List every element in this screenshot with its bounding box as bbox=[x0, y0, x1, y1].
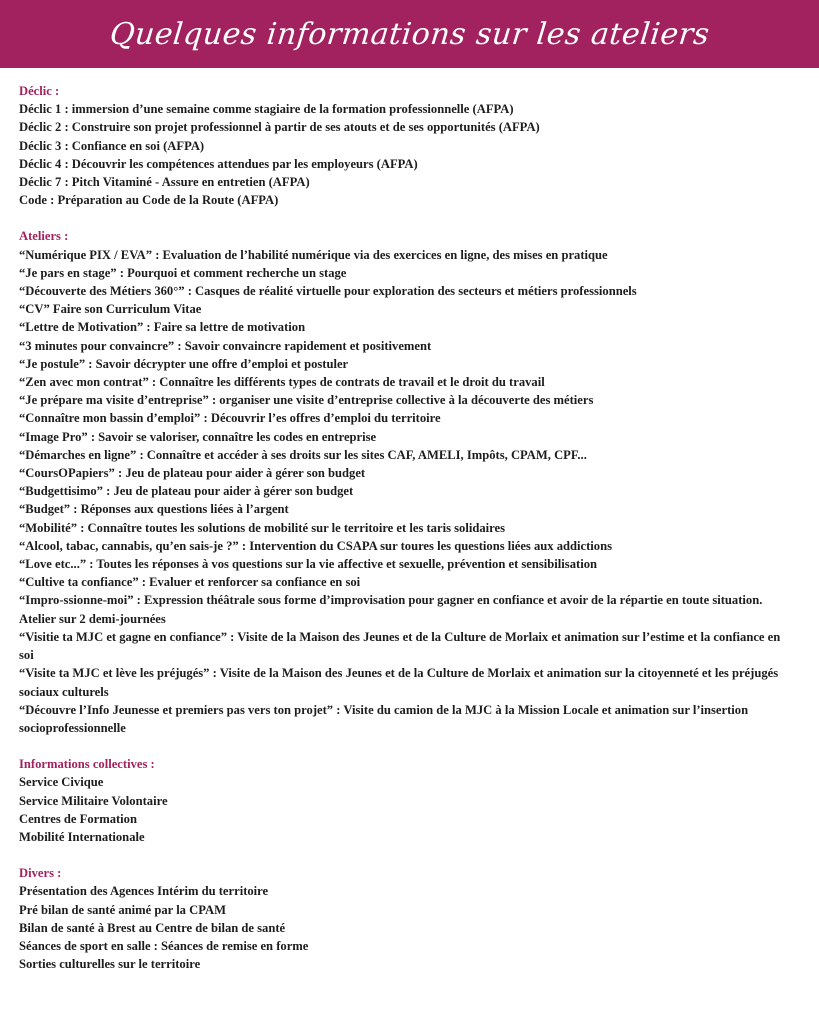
list-item: Déclic 2 : Construire son projet professionnel à partir de ses atouts et de ses opportunités (AFPA) bbox=[19, 120, 540, 135]
list-item: “CoursOPapiers” : Jeu de plateau pour aider à gérer son budget bbox=[19, 466, 366, 481]
list-item: Mobilité Internationale bbox=[19, 829, 145, 844]
section-informations-collectives bbox=[19, 755, 789, 846]
header-banner bbox=[0, 0, 819, 68]
section-title: Déclic : bbox=[19, 84, 60, 98]
list-item: Déclic 7 : Pitch Vitaminé - Assure en entretien (AFPA) bbox=[19, 175, 310, 190]
list-item: Séances de sport en salle : Séances de remise en forme bbox=[19, 938, 309, 953]
list-item: “Découvre l’Info Jeunesse et premiers pas vers ton projet” : Visite du camion de la MJC à la Mission Locale et animation sur l’insertion socioprofessionnelle bbox=[19, 702, 749, 735]
list-item: “Lettre de Motivation” : Faire sa lettre de motivation bbox=[19, 320, 306, 335]
list-item: Sorties culturelles sur le territoire bbox=[19, 957, 201, 972]
list-item: Présentation des Agences Intérim du territoire bbox=[19, 884, 269, 899]
list-item: “Love etc...” : Toutes les réponses à vos questions sur la vie affective et sexuelle, prévention et sensibilisation bbox=[19, 557, 597, 572]
list-item: Code : Préparation au Code de la Route (AFPA) bbox=[19, 193, 279, 208]
list-item: “Zen avec mon contrat” : Connaître les différents types de contrats de travail et le droit du travail bbox=[19, 375, 545, 390]
section-ateliers bbox=[19, 227, 789, 737]
list-item: “Visite ta MJC et lève les préjugés” : Visite de la Maison des Jeunes et de la Culture de Morlaix et animation sur la citoyenneté et les préjugés sociaux culturels bbox=[19, 666, 779, 699]
list-item: Centres de Formation bbox=[19, 811, 137, 826]
list-item: Bilan de santé à Brest au Centre de bilan de santé bbox=[19, 920, 286, 935]
page-title: Quelques informations sur les ateliers bbox=[107, 16, 712, 52]
section-declic bbox=[19, 82, 789, 209]
list-item: “Budget” : Réponses aux questions liées à l’argent bbox=[19, 502, 289, 517]
list-item: “Cultive ta confiance” : Evaluer et renforcer sa confiance en soi bbox=[19, 575, 361, 590]
list-item: “Budgettisimo” : Jeu de plateau pour aider à gérer son budget bbox=[19, 484, 354, 499]
list-item: “Je postule” : Savoir décrypter une offre d’emploi et postuler bbox=[19, 356, 349, 371]
list-item: “Alcool, tabac, cannabis, qu’en sais-je ?” : Intervention du CSAPA sur toures les questions liées aux addictions bbox=[19, 538, 613, 553]
section-title: Ateliers : bbox=[19, 229, 69, 244]
list-item: “3 minutes pour convaincre” : Savoir convaincre rapidement et positivement bbox=[19, 338, 432, 353]
section-divers bbox=[19, 864, 789, 973]
list-item: “CV” Faire son Curriculum Vitae bbox=[19, 302, 202, 317]
list-item: “Mobilité” : Connaître toutes les solutions de mobilité sur le territoire et les taris solidaires bbox=[19, 520, 505, 535]
content bbox=[0, 68, 819, 973]
section-title: Informations collectives : bbox=[19, 757, 155, 772]
list-item: Déclic 3 : Confiance en soi (AFPA) bbox=[19, 138, 205, 153]
list-item: Pré bilan de santé animé par la CPAM bbox=[19, 902, 226, 917]
list-item: “Impro-ssionne-moi” : Expression théâtrale sous forme d’improvisation pour gagner en confiance et avoir de la répartie en toute situation. Atelier sur 2 demi-journées bbox=[19, 593, 763, 626]
list-item: Déclic 4 : Découvrir les compétences attendues par les employeurs (AFPA) bbox=[19, 156, 418, 171]
list-item: “Démarches en ligne” : Connaître et accéder à ses droits sur les sites CAF, AMELI, Impôts, CPAM, CPF... bbox=[19, 447, 587, 462]
list-item: “Image Pro” : Savoir se valoriser, connaître les codes en entreprise bbox=[19, 429, 377, 444]
list-item: Service Civique bbox=[19, 775, 104, 790]
list-item: Service Militaire Volontaire bbox=[19, 793, 168, 808]
list-item: “Connaître mon bassin d’emploi” : Découvrir l’es offres d’emploi du territoire bbox=[19, 411, 441, 426]
list-item: “Je pars en stage” : Pourquoi et comment recherche un stage bbox=[19, 265, 347, 280]
section-title: Divers : bbox=[19, 866, 62, 881]
list-item: Déclic 1 : immersion d’une semaine comme stagiaire de la formation professionnelle (AFPA) bbox=[19, 102, 514, 117]
list-item: “Découverte des Métiers 360°” : Casques de réalité virtuelle pour exploration des secteurs et métiers professionnels bbox=[19, 284, 637, 299]
list-item: “Visitie ta MJC et gagne en confiance” : Visite de la Maison des Jeunes et de la Culture de Morlaix et animation sur l’estime et la confiance en soi bbox=[19, 629, 781, 663]
list-item: “Numérique PIX / EVA” : Evaluation de l’habilité numérique via des exercices en ligne, des mises en pratique bbox=[19, 247, 608, 262]
list-item: “Je prépare ma visite d’entreprise” : organiser une visite d’entreprise collective à la découverte des métiers bbox=[19, 393, 594, 408]
